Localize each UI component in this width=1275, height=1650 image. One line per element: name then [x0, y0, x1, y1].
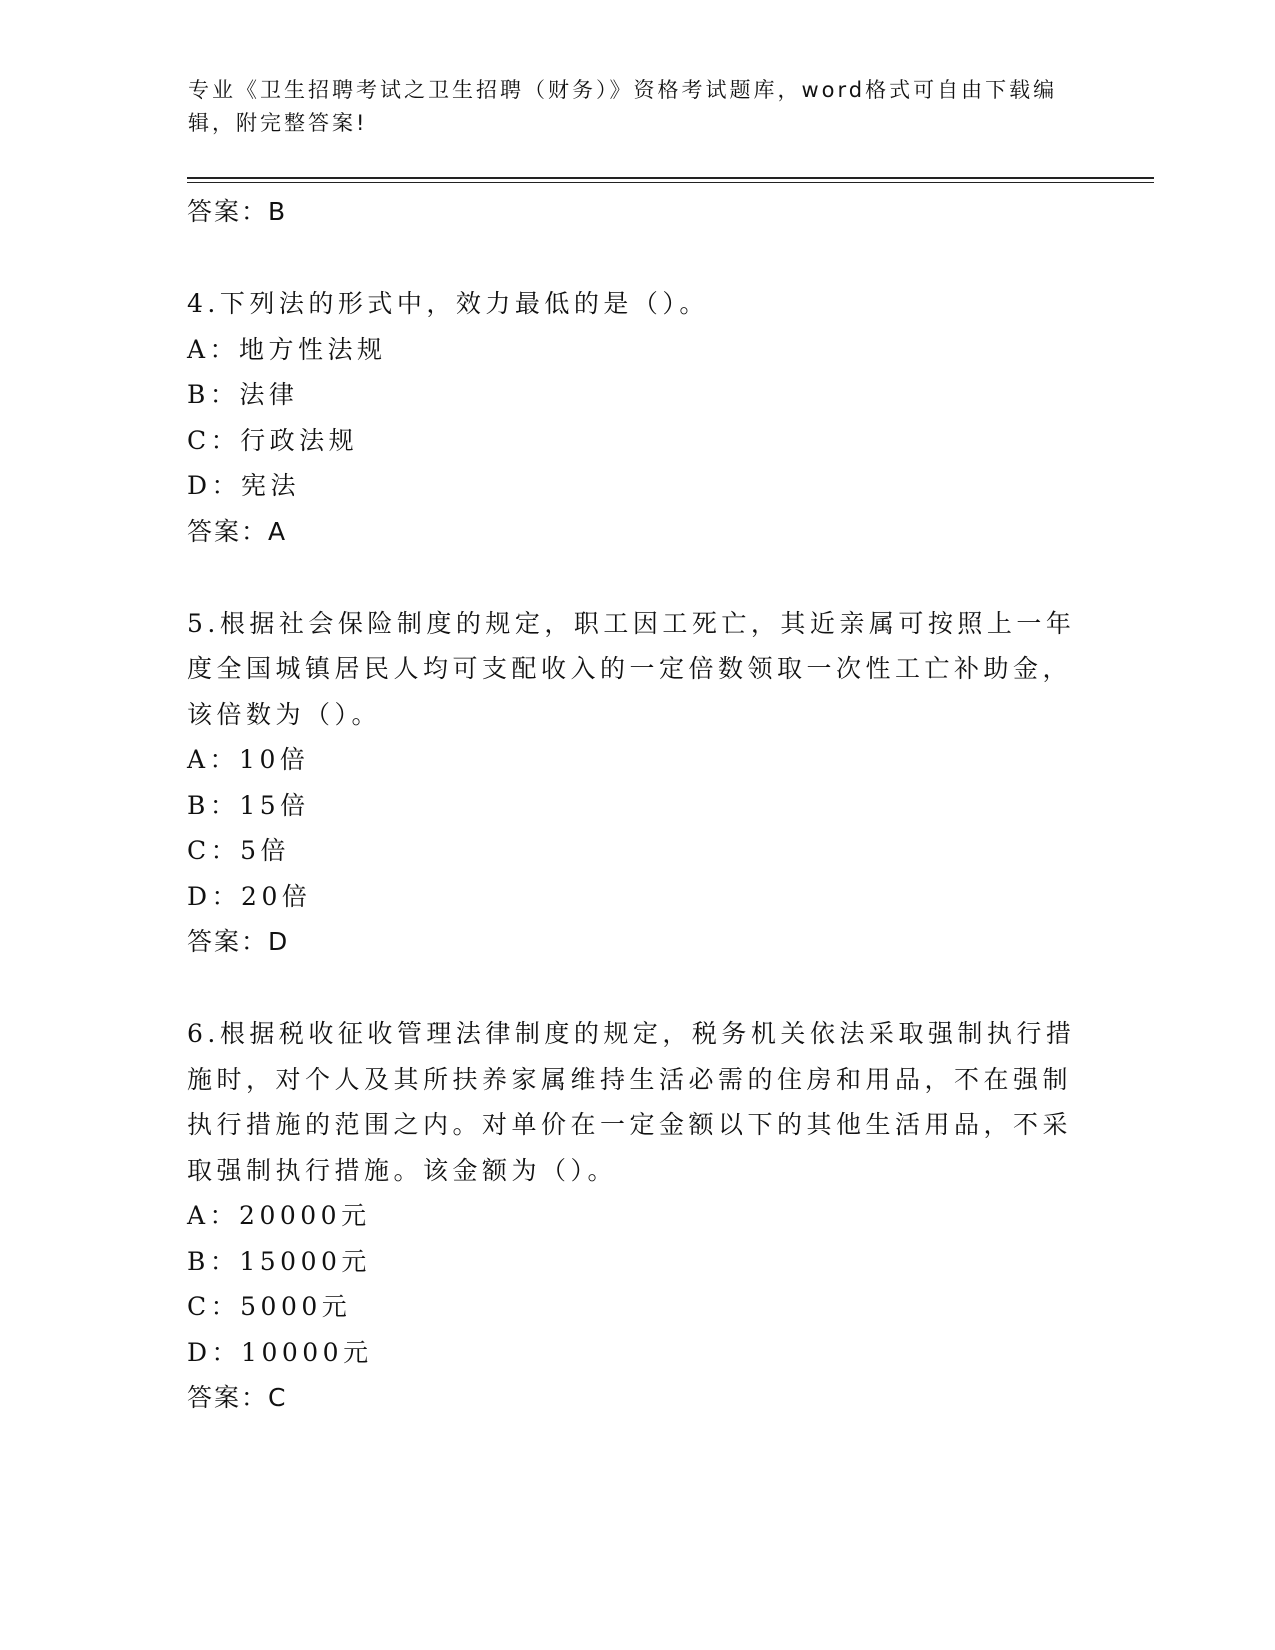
answer: 答案：A	[187, 516, 288, 546]
option-b: B：15倍	[187, 790, 310, 820]
option-c: C：5000元	[187, 1292, 352, 1321]
answer: 答案：D	[187, 927, 290, 956]
option-a: A：20000元	[187, 1201, 371, 1230]
header-divider	[187, 177, 1154, 179]
question-text: 4.下列法的形式中，效力最低的是（）。	[187, 289, 709, 318]
document-header: 专业《卫生招聘考试之卫生招聘（财务）》资格考试题库，word格式可自由下载编辑，附完整答案!	[188, 78, 1058, 135]
question-5	[187, 601, 1087, 965]
option-d: D：宪法	[187, 471, 301, 500]
option-b: B：法律	[187, 380, 299, 409]
header-divider-thin	[187, 182, 1154, 183]
prev-answer: 答案：B	[187, 197, 288, 226]
option-c: C：行政法规	[187, 425, 359, 455]
option-c: C：5倍	[187, 836, 291, 865]
question-list	[187, 189, 1087, 1420]
option-b: B：15000元	[187, 1246, 371, 1276]
option-d: D：10000元	[187, 1337, 373, 1367]
option-d: D：20倍	[187, 881, 312, 911]
question-text: 6.根据税收征收管理法律制度的规定，税务机关依法采取强制执行措施时，对个人及其所扶养家属维持生活必需的住房和用品，不在强制执行措施的范围之内。对单价在一定金额以下的其他生活用品，不采取强制执行措施。该金额为（）。	[187, 1019, 1076, 1185]
option-a: A：10倍	[187, 745, 310, 774]
question-6	[187, 1011, 1087, 1420]
question-4	[187, 281, 1087, 554]
answer: 答案：C	[187, 1383, 288, 1412]
question-text: 5.根据社会保险制度的规定，职工因工死亡，其近亲属可按照上一年度全国城镇居民人均可支配收入的一定倍数领取一次性工亡补助金，该倍数为（）。	[187, 608, 1076, 729]
option-a: A：地方性法规	[187, 334, 387, 364]
